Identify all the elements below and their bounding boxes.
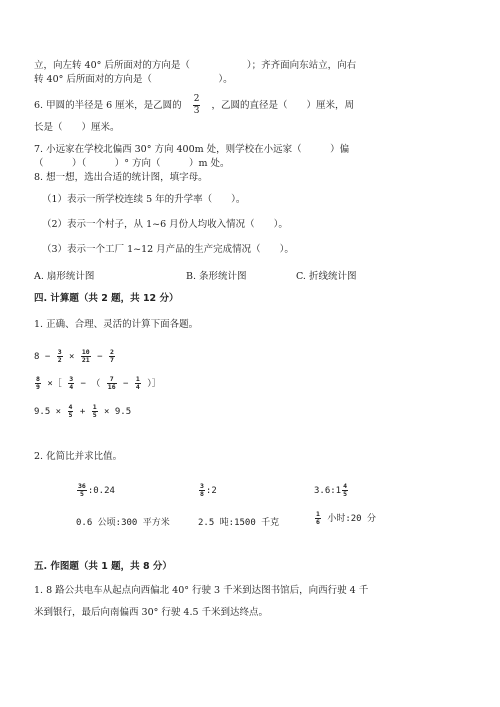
q7-line-2: （ ）（ ）° 方向（ ）m 处。 (34, 158, 230, 169)
q8-title: 8. 想一想，选出合适的统计图，填字母。 (34, 172, 208, 183)
q6-text-part1: 6. 甲圆的半径是 6 厘米，是乙圆的 (34, 100, 182, 111)
q8-option-b: B. 条形统计图 (186, 271, 247, 282)
calc2-f4-num: 1 (135, 375, 140, 383)
calc2-op-1: ×［ (47, 379, 68, 389)
ratio6-num: 1 (316, 510, 320, 518)
ratio2-frac (199, 483, 205, 498)
section5-line-2: 米到银行，最后向南偏西 30° 行驶 4.5 千米到达终点。 (34, 607, 269, 618)
q6-text-part2: ，乙圆的直径是（ ）厘米，周 (211, 100, 354, 111)
calc-expression-3 (34, 404, 131, 419)
calc1-frac-2 (81, 349, 91, 364)
ratio3-pre: 3.6:1 (314, 486, 342, 496)
calc1-frac-1 (57, 349, 63, 364)
calc2-op-2: − （ (80, 379, 106, 389)
section4-q2-title: 2. 化简比并求比值。 (34, 451, 123, 462)
calc-expression-1 (34, 349, 116, 364)
ratio1-den: 5 (79, 490, 84, 498)
calc2-f1-num: 8 (36, 375, 40, 383)
calc-expression-2 (34, 376, 161, 391)
ratio1-rest: :0.24 (87, 486, 115, 496)
calc1-f1-den: 2 (57, 356, 62, 364)
q8-item-1: （1）表示一所学校连续 5 年的升学率（ ）。 (42, 194, 246, 205)
calc2-frac-3 (107, 376, 117, 391)
section5-line-1: 1. 8 路公共电车从起点向西偏北 40° 行驶 3 千米到达图书馆后，向西行驶 4 千 (34, 585, 369, 596)
calc3-op-1: + (79, 407, 91, 417)
calc2-f1-den: 9 (36, 383, 40, 391)
ratio2-rest: :2 (205, 486, 217, 496)
calc2-f2-den: 4 (69, 383, 74, 391)
ratio6-rest: 小时:20 分 (321, 514, 377, 524)
calc3-f1-den: 5 (68, 411, 73, 419)
calc1-op-1: × (69, 352, 80, 362)
ratio-3 (314, 483, 349, 498)
ratio3-frac (342, 483, 348, 498)
q6-line-1 (34, 94, 354, 117)
q8-option-a: A. 扇形统计图 (34, 271, 95, 282)
calc3-text: 9.5 × (34, 407, 67, 417)
section4-heading: 四. 计算题（共 2 题，共 12 分） (34, 293, 179, 304)
calc1-op-2: − (97, 352, 108, 362)
q7-line-1: 7. 小远家在学校北偏西 30° 方向 400m 处，则学校在小远家（ ）偏 (34, 144, 350, 155)
calc1-frac-3 (109, 349, 115, 364)
calc2-end: ）］ (147, 379, 161, 389)
calc3-f1-num: 4 (68, 403, 73, 411)
ratio-2 (198, 483, 217, 498)
q8-item-3: （3）表示一个工厂 1~12 月产品的生产完成情况（ ）。 (42, 244, 294, 255)
q8-option-c: C. 折线统计图 (296, 271, 357, 282)
ratio-4: 0.6 公顷:300 平方米 (76, 518, 170, 528)
calc3-frac-2 (92, 404, 98, 419)
ratio2-den: 8 (200, 490, 204, 498)
section5-heading: 五. 作图题（共 1 题，共 8 分） (34, 561, 172, 572)
ratio3-den: 5 (343, 490, 348, 498)
q6-fraction (193, 94, 201, 117)
calc3-f2-den: 5 (92, 411, 97, 419)
calc1-f2-den: 21 (81, 356, 90, 364)
q6-frac-den: 3 (193, 106, 200, 116)
q5-line-2: 转 40° 后所面对的方向是（ ）。 (34, 74, 233, 85)
calc3-f2-num: 1 (92, 403, 97, 411)
q6-frac-num: 2 (193, 94, 200, 104)
calc2-op-3: − (123, 379, 134, 389)
calc1-f3-den: 7 (109, 356, 114, 364)
ratio-6 (314, 511, 376, 526)
calc1-f3-num: 2 (109, 348, 114, 356)
calc2-f3-num: 7 (107, 376, 117, 384)
calc1-f2-num: 10 (81, 348, 90, 356)
q8-item-2: （2）表示一个村子，从 1~6 月份人均收入情况（ ）。 (42, 219, 288, 230)
calc2-f2-num: 3 (69, 375, 74, 383)
ratio-5: 2.5 吨:1500 千克 (198, 518, 280, 528)
section4-q1-title: 1. 正确、合理、灵活的计算下面各题。 (34, 319, 199, 330)
calc1-f1-num: 3 (57, 348, 62, 356)
q6-line-2: 长是（ ）厘米。 (34, 122, 120, 133)
q5-line-1: 立，向左转 40° 后所面对的方向是（ ）；齐齐面向东站立，向右 (34, 60, 357, 71)
calc2-f4-den: 4 (135, 383, 140, 391)
calc2-frac-1 (35, 376, 41, 391)
calc3-end: × 9.5 (104, 407, 132, 417)
calc2-frac-4 (135, 376, 141, 391)
ratio6-den: 6 (316, 518, 320, 526)
calc3-frac-1 (68, 404, 74, 419)
calc1-text: 8 − (34, 352, 56, 362)
ratio1-num: 36 (78, 482, 86, 490)
ratio3-num: 4 (343, 482, 348, 490)
calc2-frac-2 (68, 376, 74, 391)
ratio-1 (76, 483, 115, 498)
ratio6-frac (315, 511, 321, 526)
ratio1-frac (77, 483, 87, 498)
calc2-f3-den: 16 (107, 383, 116, 391)
ratio2-num: 3 (200, 482, 204, 490)
